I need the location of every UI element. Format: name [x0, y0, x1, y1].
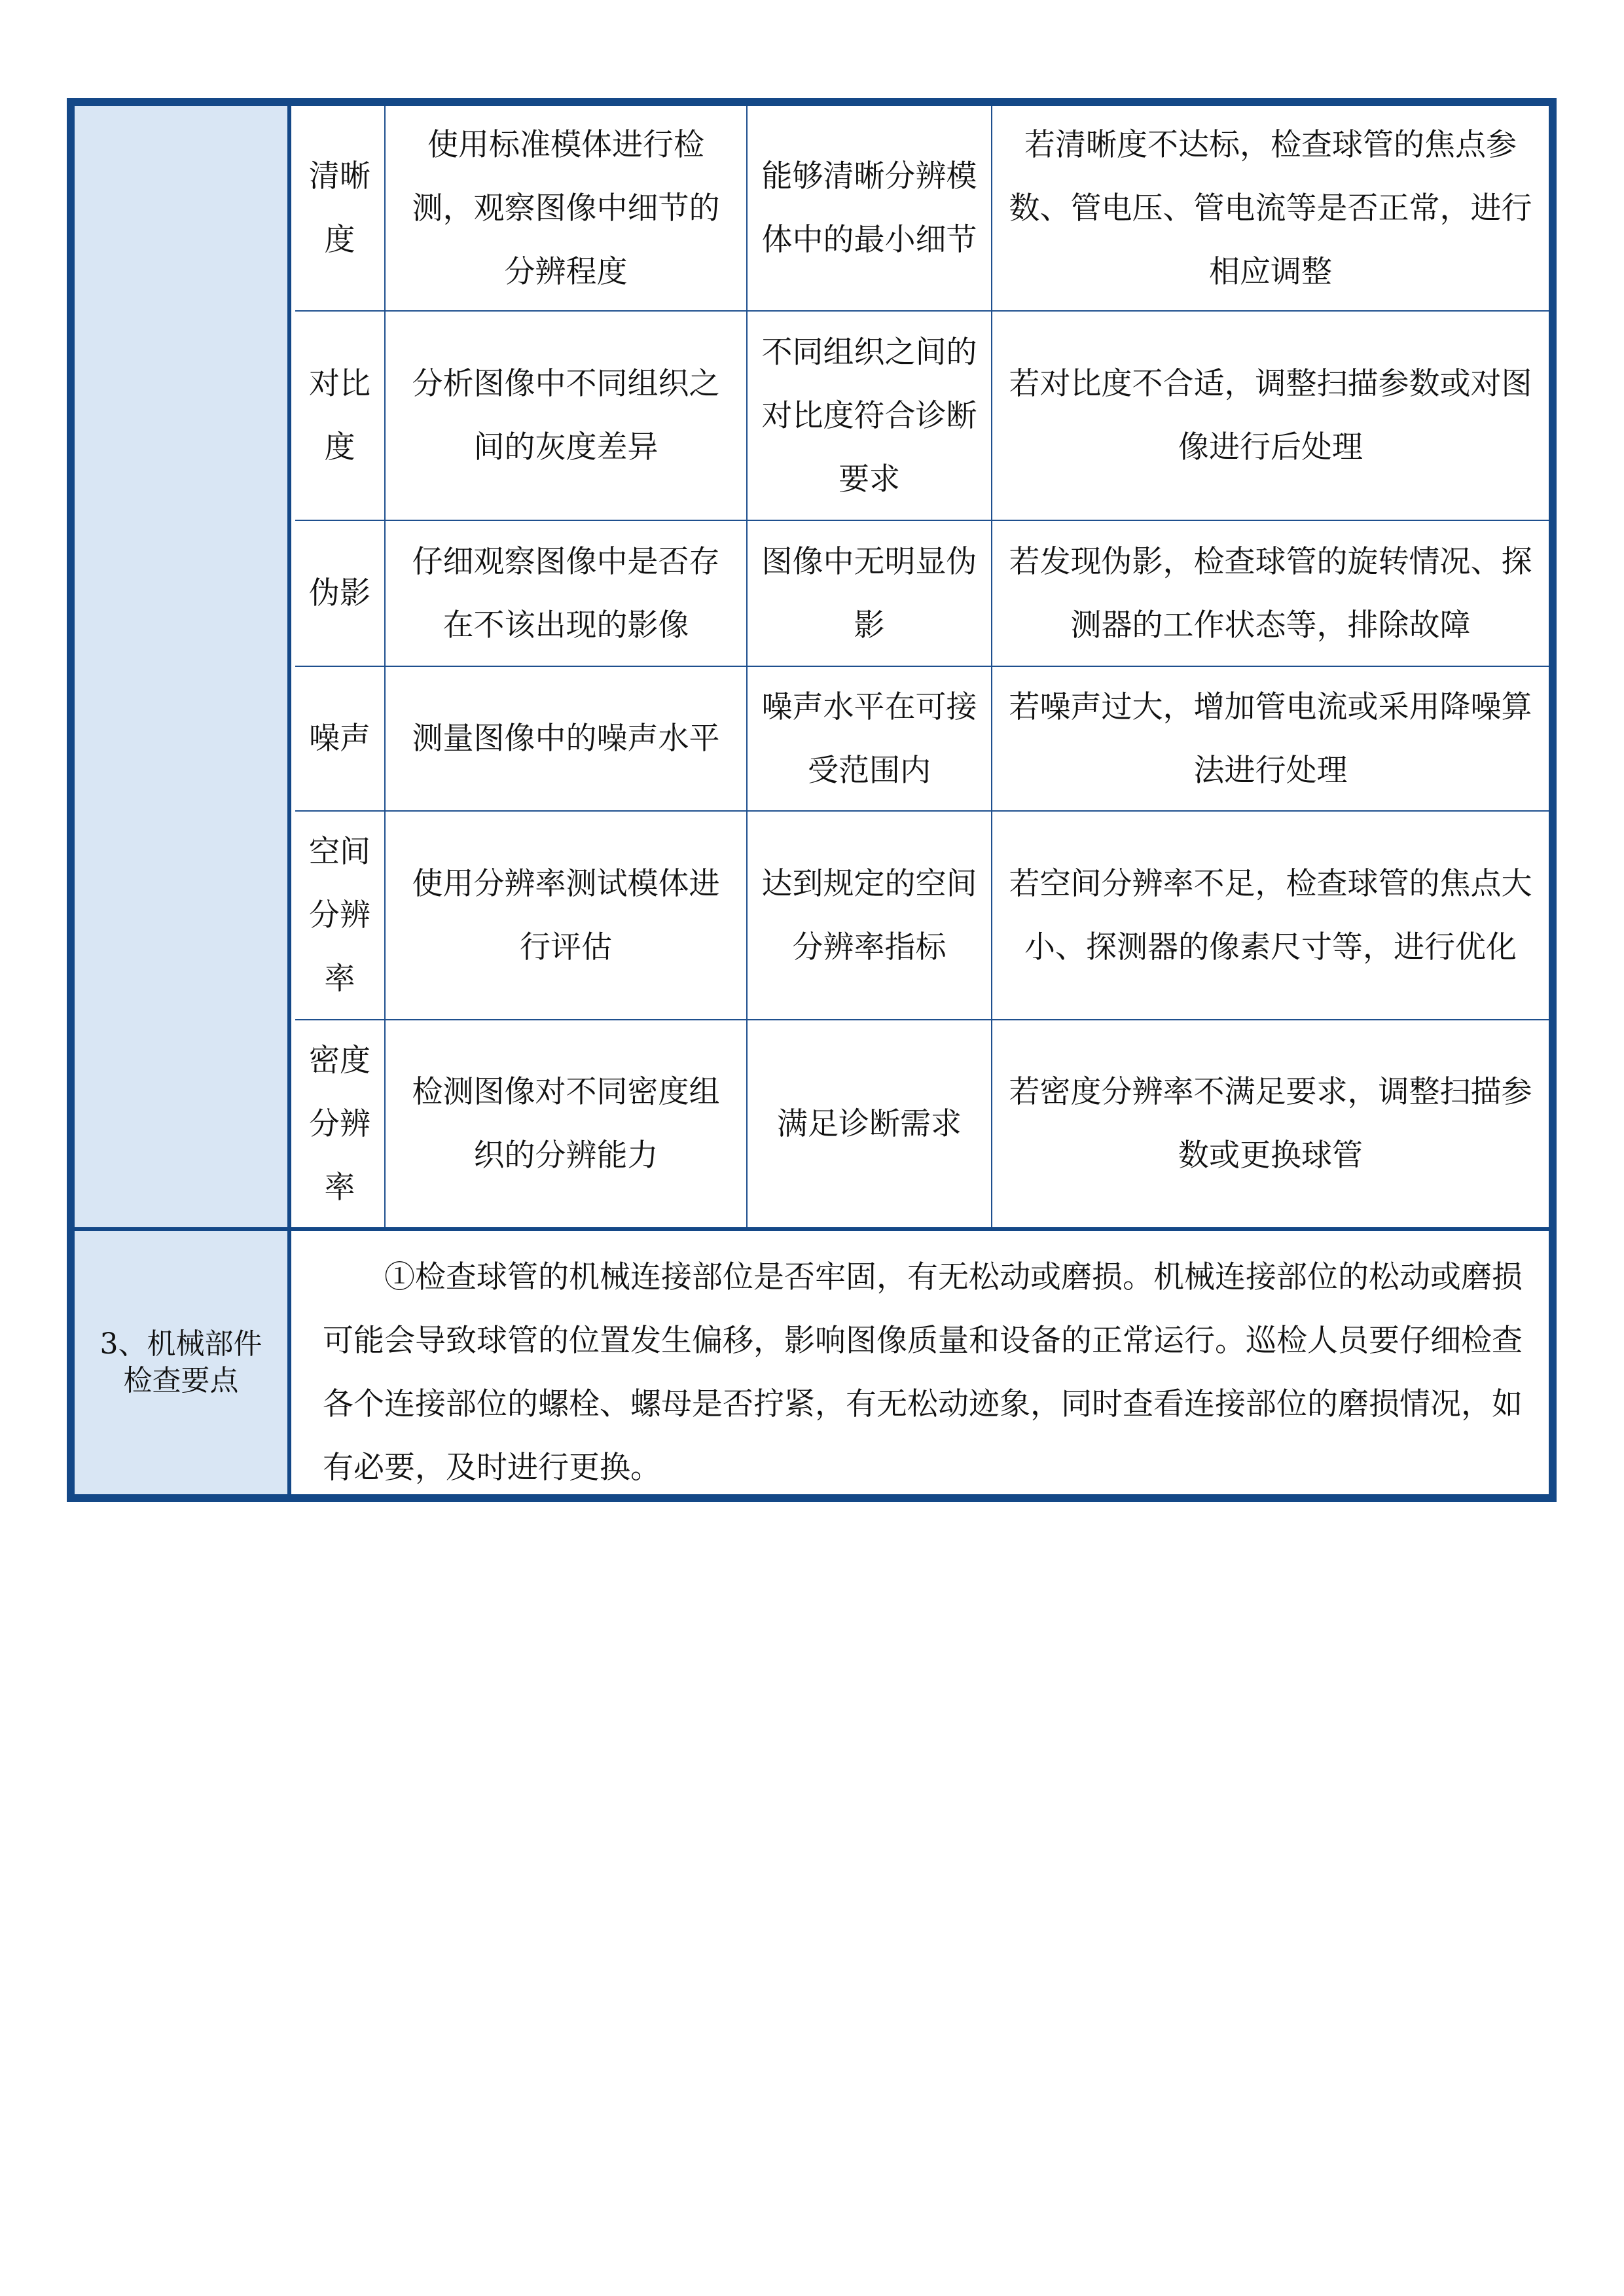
standard-text: 噪声水平在可接受范围内 — [761, 689, 977, 789]
action-cell — [992, 812, 1549, 1019]
item-cell — [295, 667, 386, 810]
standard-cell — [748, 667, 992, 810]
action-cell — [992, 312, 1549, 520]
standard-text: 满足诊断需求 — [777, 1105, 962, 1142]
method-text: 使用标准模体进行检测，观察图像中细节的分辨程度 — [412, 126, 720, 290]
standard-text: 图像中无明显伪影 — [761, 543, 977, 643]
action-cell — [992, 667, 1549, 810]
item-cell — [295, 312, 386, 520]
standard-cell — [748, 812, 992, 1019]
item-name: 清晰度 — [309, 158, 370, 258]
table-row — [295, 1019, 1549, 1227]
method-cell — [386, 312, 748, 520]
method-cell — [386, 106, 748, 310]
table-row — [295, 310, 1549, 520]
action-text: 若发现伪影，检查球管的旋转情况、探测器的工作状态等，排除故障 — [1009, 543, 1532, 643]
table-row — [295, 520, 1549, 666]
method-cell — [386, 521, 748, 666]
standard-cell — [748, 312, 992, 520]
standard-text: 达到规定的空间分辨率指标 — [761, 865, 977, 965]
action-cell — [992, 1020, 1549, 1227]
item-name: 空间分辨率 — [309, 834, 370, 997]
inspection-table — [67, 98, 1557, 1502]
item-name: 伪影 — [309, 575, 370, 611]
action-text: 若对比度不合适，调整扫描参数或对图像进行后处理 — [1009, 366, 1532, 465]
action-text: 若密度分辨率不满足要求，调整扫描参数或更换球管 — [1009, 1074, 1532, 1174]
method-text: 仔细观察图像中是否存在不该出现的影像 — [412, 543, 720, 643]
standard-text: 能够清晰分辨模体中的最小细节 — [761, 158, 977, 258]
item-cell — [295, 1020, 386, 1227]
section-label-cell-blank — [75, 106, 291, 1227]
table-row — [295, 666, 1549, 810]
standard-cell — [748, 521, 992, 666]
method-cell — [386, 667, 748, 810]
item-cell — [295, 106, 386, 310]
method-text: 使用分辨率测试模体进行评估 — [412, 865, 720, 965]
mechanical-paragraph: ①检查球管的机械连接部位是否牢固，有无松动或磨损。机械连接部位的松动或磨损可能会导致球管的位置发生偏移，影响图像质量和设备的正常运行。巡检人员要仔细检查各个连接部位的螺栓、螺母是否拧紧，有无松动迹象，同时查看连接部位的磨损情况，如有必要，及时进行更换。 — [323, 1259, 1523, 1486]
method-cell — [386, 812, 748, 1019]
image-quality-subtable — [295, 106, 1549, 1227]
action-cell — [992, 106, 1549, 310]
section-label-cell — [75, 1231, 291, 1494]
item-cell — [295, 812, 386, 1019]
mechanical-inspection-content — [295, 1231, 1549, 1494]
item-name: 对比度 — [309, 366, 370, 465]
item-name: 密度分辨率 — [309, 1042, 370, 1206]
method-cell — [386, 1020, 748, 1227]
table-row — [295, 810, 1549, 1019]
action-text: 若清晰度不达标，检查球管的焦点参数、管电压、管电流等是否正常，进行相应调整 — [1009, 126, 1532, 290]
action-cell — [992, 521, 1549, 666]
item-name: 噪声 — [309, 721, 370, 757]
standard-cell — [748, 106, 992, 310]
table-row — [295, 106, 1549, 310]
item-cell — [295, 521, 386, 666]
action-text: 若空间分辨率不足，检查球管的焦点大小、探测器的像素尺寸等，进行优化 — [1009, 865, 1532, 965]
standard-text: 不同组织之间的对比度符合诊断要求 — [761, 334, 977, 497]
method-text: 检测图像对不同密度组织的分辨能力 — [412, 1074, 720, 1174]
standard-cell — [748, 1020, 992, 1227]
method-text: 分析图像中不同组织之间的灰度差异 — [412, 366, 720, 465]
method-text: 测量图像中的噪声水平 — [412, 721, 720, 757]
section-label-mechanical: 3、机械部件检查要点 — [99, 1327, 262, 1397]
action-text: 若噪声过大，增加管电流或采用降噪算法进行处理 — [1009, 689, 1532, 789]
